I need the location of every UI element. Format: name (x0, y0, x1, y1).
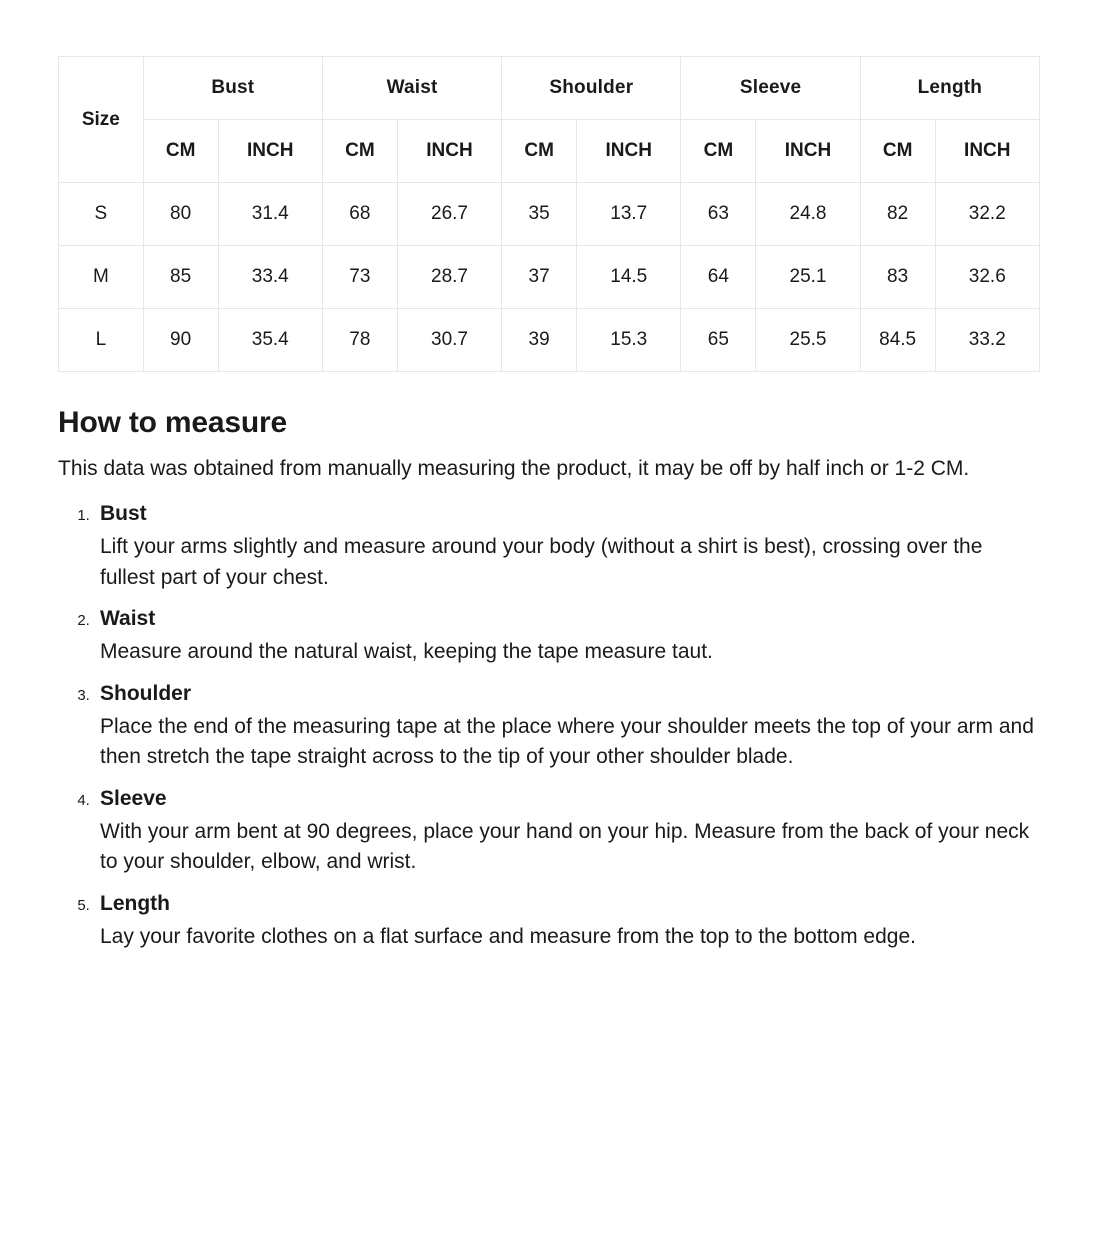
cell-waist-inch: 28.7 (397, 246, 501, 309)
item-body-shoulder: Place the end of the measuring tape at the place where your shoulder meets the top of your arm and then stretch the tape straight across to the tip of your other shoulder blade. (100, 714, 1034, 769)
cell-bust-cm: 85 (143, 246, 218, 309)
cell-shoulder-cm: 37 (502, 246, 577, 309)
header-shoulder-inch: INCH (577, 120, 681, 183)
header-waist-inch: INCH (397, 120, 501, 183)
cell-length-inch: 32.6 (935, 246, 1039, 309)
cell-sleeve-inch: 25.5 (756, 309, 860, 372)
cell-shoulder-cm: 35 (502, 183, 577, 246)
table-header-row-units (59, 120, 1040, 183)
cell-sleeve-cm: 63 (681, 183, 756, 246)
header-length-cm: CM (860, 120, 935, 183)
cell-bust-cm: 80 (143, 183, 218, 246)
cell-length-cm: 82 (860, 183, 935, 246)
header-group-bust: Bust (143, 57, 322, 120)
table-header-row-groups (59, 57, 1040, 120)
list-item (94, 892, 1040, 952)
header-size: Size (59, 57, 144, 183)
cell-sleeve-cm: 64 (681, 246, 756, 309)
cell-bust-inch: 31.4 (218, 183, 322, 246)
size-chart-table (58, 56, 1040, 372)
header-sleeve-inch: INCH (756, 120, 860, 183)
cell-waist-cm: 78 (322, 309, 397, 372)
cell-length-cm: 84.5 (860, 309, 935, 372)
cell-waist-cm: 73 (322, 246, 397, 309)
list-item (94, 682, 1040, 773)
item-title-waist: 2. Waist (100, 607, 156, 631)
cell-length-cm: 83 (860, 246, 935, 309)
cell-bust-inch: 35.4 (218, 309, 322, 372)
cell-length-inch: 32.2 (935, 183, 1039, 246)
item-title-sleeve: 4. Sleeve (100, 786, 167, 810)
intro-paragraph: This data was obtained from manually measuring the product, it may be off by half inch or 1-2 CM. (58, 457, 970, 480)
row-size-label: S (59, 183, 144, 246)
cell-shoulder-inch: 13.7 (577, 183, 681, 246)
list-item (94, 502, 1040, 593)
header-length-inch: INCH (935, 120, 1039, 183)
header-group-length: Length (860, 57, 1039, 120)
header-group-sleeve: Sleeve (681, 57, 860, 120)
cell-shoulder-cm: 39 (502, 309, 577, 372)
header-group-shoulder: Shoulder (502, 57, 681, 120)
item-title-bust: 1. Bust (100, 502, 147, 526)
cell-sleeve-inch: 25.1 (756, 246, 860, 309)
header-waist-cm: CM (322, 120, 397, 183)
item-title-shoulder: 3. Shoulder (100, 681, 192, 705)
row-size-label: M (59, 246, 144, 309)
table-row (59, 183, 1040, 246)
item-body-length: Lay your favorite clothes on a flat surface and measure from the top to the bottom edge. (100, 924, 916, 948)
header-shoulder-cm: CM (502, 120, 577, 183)
cell-bust-cm: 90 (143, 309, 218, 372)
cell-waist-inch: 30.7 (397, 309, 501, 372)
cell-sleeve-cm: 65 (681, 309, 756, 372)
header-bust-inch: INCH (218, 120, 322, 183)
header-sleeve-cm: CM (681, 120, 756, 183)
item-body-sleeve: With your arm bent at 90 degrees, place your hand on your hip. Measure from the back of your neck to your shoulder, elbow, and wrist. (100, 819, 1030, 874)
table-row (59, 246, 1040, 309)
cell-length-inch: 33.2 (935, 309, 1039, 372)
cell-waist-cm: 68 (322, 183, 397, 246)
header-bust-cm: CM (143, 120, 218, 183)
item-body-bust: Lift your arms slightly and measure around your body (without a shirt is best), crossing over the fullest part of your chest. (100, 535, 983, 589)
cell-shoulder-inch: 14.5 (577, 246, 681, 309)
list-item (94, 787, 1040, 878)
list-item (94, 607, 1040, 667)
header-group-waist: Waist (322, 57, 501, 120)
measure-instructions-list (58, 502, 1040, 952)
item-body-waist: Measure around the natural waist, keeping the tape measure taut. (100, 640, 713, 664)
table-row (59, 309, 1040, 372)
cell-shoulder-inch: 15.3 (577, 309, 681, 372)
cell-bust-inch: 33.4 (218, 246, 322, 309)
cell-waist-inch: 26.7 (397, 183, 501, 246)
item-title-length: 5. Length (100, 891, 170, 915)
cell-sleeve-inch: 24.8 (756, 183, 860, 246)
row-size-label: L (59, 309, 144, 372)
page-title: How to measure (58, 406, 287, 439)
